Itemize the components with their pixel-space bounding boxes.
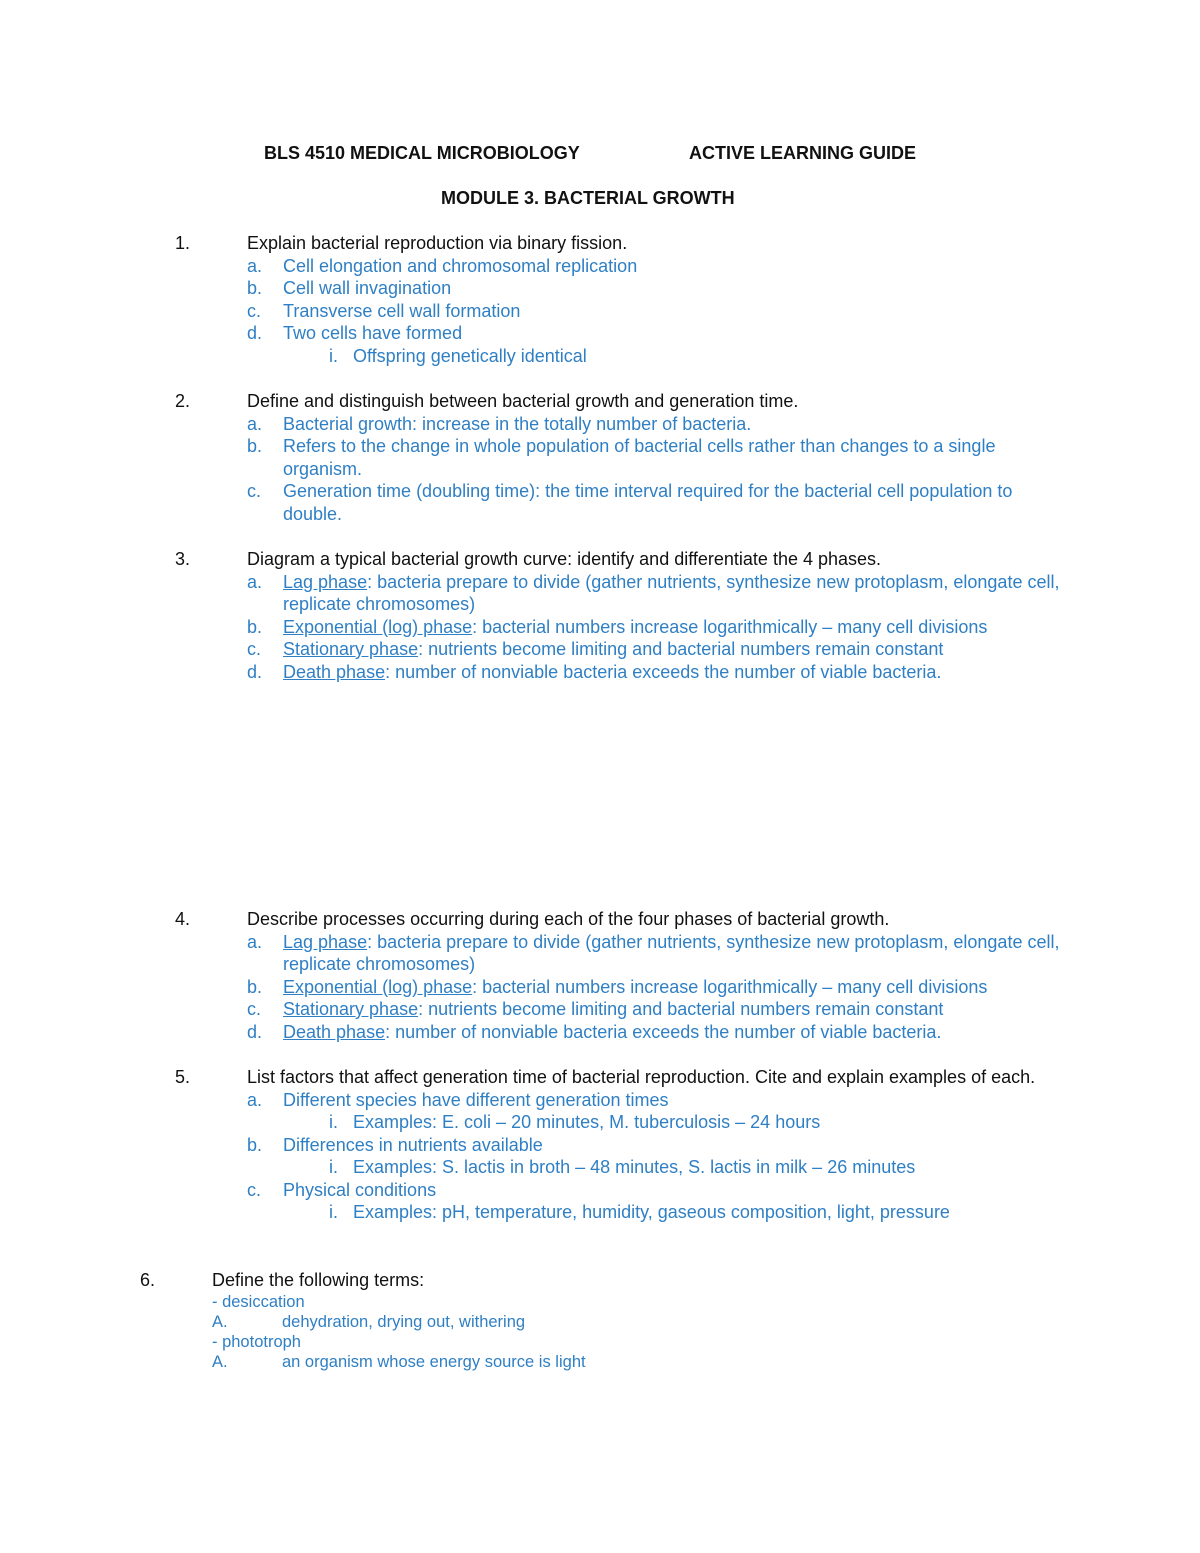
question-number: 4. (175, 909, 191, 929)
term-phototroph: - phototroph (212, 1332, 301, 1351)
question-1 (175, 232, 1075, 367)
definition-desiccation: A. dehydration, drying out, withering (212, 1312, 526, 1331)
answer-item: a. Lag phase: bacteria prepare to divide (gather nutrients, synthesize new protoplasm, elongate cell, replicate chromosomes) (247, 571, 1060, 614)
answer-subitem: i. Offspring genetically identical (329, 345, 587, 366)
question-number: 1. (175, 233, 191, 253)
answer-item: c. Generation time (doubling time): the time interval required for the bacterial cell population to double. (247, 481, 1013, 524)
question-5 (175, 1066, 1075, 1224)
module-title: MODULE 3. BACTERIAL GROWTH (441, 188, 735, 208)
answer-item: b. Refers to the change in whole population of bacterial cells rather than changes to a single organism. (247, 436, 996, 479)
question-6 (212, 1269, 1012, 1372)
guide-title: ACTIVE LEARNING GUIDE (689, 143, 917, 163)
question-text: Diagram a typical bacterial growth curve: identify and differentiate the 4 phases. (247, 549, 882, 569)
answer-item: a. Lag phase: bacteria prepare to divide (gather nutrients, synthesize new protoplasm, elongate cell, replicate chromosomes) (247, 931, 1060, 974)
answer-subitem: i. Examples: pH, temperature, humidity, gaseous composition, light, pressure (329, 1202, 950, 1222)
answer-item: b. Differences in nutrients available (247, 1134, 543, 1155)
answer-item: b. Exponential (log) phase: bacterial numbers increase logarithmically – many cell divisions (247, 616, 988, 637)
question-2 (175, 390, 1075, 525)
answer-item: b. Cell wall invagination (247, 278, 452, 298)
answer-subitem: i. Examples: E. coli – 20 minutes, M. tuberculosis – 24 hours (329, 1112, 821, 1132)
question-number: 2. (175, 391, 191, 411)
answer-item: b. Exponential (log) phase: bacterial numbers increase logarithmically – many cell divisions (247, 976, 988, 997)
definition-phototroph: A. an organism whose energy source is light (212, 1352, 586, 1371)
answer-item: d. Two cells have formed (247, 323, 463, 343)
answer-subitem: i. Examples: S. lactis in broth – 48 minutes, S. lactis in milk – 26 minutes (329, 1157, 916, 1177)
course-title: BLS 4510 MEDICAL MICROBIOLOGY (264, 143, 580, 163)
answer-item: c. Stationary phase: nutrients become limiting and bacterial numbers remain constant (247, 999, 944, 1019)
question-number: 5. (175, 1067, 191, 1087)
answer-item: a. Different species have different generation times (247, 1089, 669, 1110)
answer-item: a. Bacterial growth: increase in the totally number of bacteria. (247, 413, 752, 434)
answer-item: c. Transverse cell wall formation (247, 300, 521, 321)
question-text: Define the following terms: (212, 1270, 425, 1290)
answer-item: d. Death phase: number of nonviable bacteria exceeds the number of viable bacteria. (247, 1021, 942, 1042)
answer-item: d. Death phase: number of nonviable bacteria exceeds the number of viable bacteria. (247, 661, 942, 682)
question-6-number: 6. (140, 1270, 156, 1290)
answer-item: c. Physical conditions (247, 1179, 437, 1200)
question-text: Describe processes occurring during each of the four phases of bacterial growth. (247, 909, 890, 929)
question-3 (175, 548, 1075, 683)
question-number: 3. (175, 549, 191, 569)
question-4 (175, 908, 1075, 1043)
question-text: Explain bacterial reproduction via binary fission. (247, 233, 628, 253)
answer-item: c. Stationary phase: nutrients become limiting and bacterial numbers remain constant (247, 639, 944, 659)
question-text: List factors that affect generation time of bacterial reproduction. Cite and explain examples of each. (247, 1067, 1036, 1087)
answer-item: a. Cell elongation and chromosomal replication (247, 255, 638, 276)
term-desiccation: - desiccation (212, 1292, 305, 1311)
question-text: Define and distinguish between bacterial growth and generation time. (247, 391, 799, 411)
